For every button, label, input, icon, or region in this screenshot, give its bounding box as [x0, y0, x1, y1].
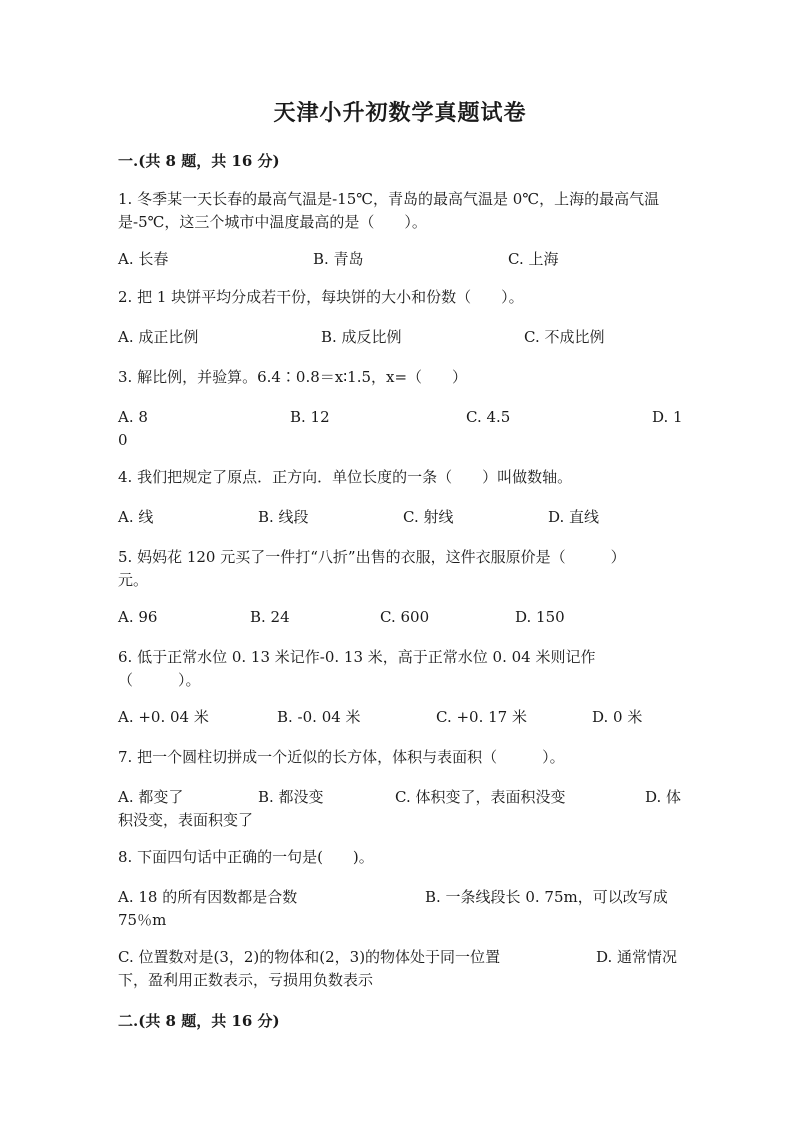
- question-6-stem-line2: （ ）。: [118, 671, 201, 689]
- q5-option-a[interactable]: A. 96: [118, 608, 158, 626]
- q3-option-d[interactable]: D. 1: [652, 408, 683, 426]
- q3-option-c[interactable]: C. 4.5: [466, 408, 511, 426]
- question-5-stem-line1: 5. 妈妈花 120 元买了一件打“八折”出售的衣服，这件衣服原价是（ ）: [118, 548, 626, 566]
- q3-option-a[interactable]: A. 8: [118, 408, 148, 426]
- q8-option-d[interactable]: D. 通常情况: [596, 948, 678, 966]
- q7-option-c[interactable]: C. 体积变了，表面积没变: [395, 788, 566, 806]
- question-6-stem-line1: 6. 低于正常水位 0. 13 米记作-0. 13 米，高于正常水位 0. 04 米则记作: [118, 648, 596, 666]
- q7-option-a[interactable]: A. 都变了: [118, 788, 184, 806]
- q3-option-d-wrap: 0: [118, 431, 128, 449]
- question-3-stem: 3. 解比例，并验算。6.4∶0.8＝x∶1.5，x=（ ）: [118, 368, 468, 386]
- q4-option-a[interactable]: A. 线: [118, 508, 154, 526]
- q8-option-c[interactable]: C. 位置数对是(3，2)的物体和(2，3)的物体处于同一位置: [118, 948, 501, 966]
- q1-option-b[interactable]: B. 青岛: [313, 250, 364, 268]
- q6-option-c[interactable]: C. +0. 17 米: [436, 708, 527, 726]
- q8-option-d-wrap: 下，盈利用正数表示，亏损用负数表示: [118, 971, 374, 989]
- q2-option-a[interactable]: A. 成正比例: [118, 328, 199, 346]
- section-2-heading: 二.(共 8 题，共 16 分): [118, 1012, 280, 1030]
- q5-option-d[interactable]: D. 150: [515, 608, 565, 626]
- q3-option-b[interactable]: B. 12: [290, 408, 330, 426]
- q5-option-b[interactable]: B. 24: [250, 608, 290, 626]
- question-4-stem: 4. 我们把规定了原点．正方向．单位长度的一条（ ）叫做数轴。: [118, 468, 573, 486]
- q2-option-c[interactable]: C. 不成比例: [524, 328, 605, 346]
- q8-option-b[interactable]: B. 一条线段长 0. 75m，可以改写成: [425, 888, 668, 906]
- question-5-stem-line2: 元。: [118, 571, 149, 589]
- question-2-stem: 2. 把 1 块饼平均分成若干份，每块饼的大小和份数（ ）。: [118, 288, 524, 306]
- q6-option-d[interactable]: D. 0 米: [592, 708, 643, 726]
- question-8-stem: 8. 下面四句话中正确的一句是( )。: [118, 848, 374, 866]
- question-1-stem: 1. 冬季某一天长春的最高气温是-15℃，青岛的最高气温是 0℃，上海的最高气温是-5℃，这三个城市中温度最高的是（ ）。: [118, 190, 660, 231]
- q7-option-b[interactable]: B. 都没变: [258, 788, 324, 806]
- q4-option-c[interactable]: C. 射线: [403, 508, 454, 526]
- question-7-stem: 7. 把一个圆柱切拼成一个近似的长方体，体积与表面积（ ）。: [118, 748, 565, 766]
- q7-option-d[interactable]: D. 体: [645, 788, 682, 806]
- section-1-heading: 一.(共 8 题，共 16 分): [118, 152, 280, 170]
- q1-option-a[interactable]: A. 长春: [118, 250, 169, 268]
- q1-option-c[interactable]: C. 上海: [508, 250, 559, 268]
- q4-option-d[interactable]: D. 直线: [548, 508, 600, 526]
- q2-option-b[interactable]: B. 成反比例: [321, 328, 402, 346]
- page-title: 天津小升初数学真题试卷: [273, 100, 527, 126]
- q4-option-b[interactable]: B. 线段: [258, 508, 309, 526]
- q8-option-b-wrap: 75％m: [118, 911, 167, 929]
- q7-option-d-wrap: 积没变，表面积变了: [118, 811, 254, 829]
- q6-option-a[interactable]: A. +0. 04 米: [118, 708, 209, 726]
- q6-option-b[interactable]: B. -0. 04 米: [277, 708, 361, 726]
- q8-option-a[interactable]: A. 18 的所有因数都是合数: [118, 888, 298, 906]
- q5-option-c[interactable]: C. 600: [380, 608, 430, 626]
